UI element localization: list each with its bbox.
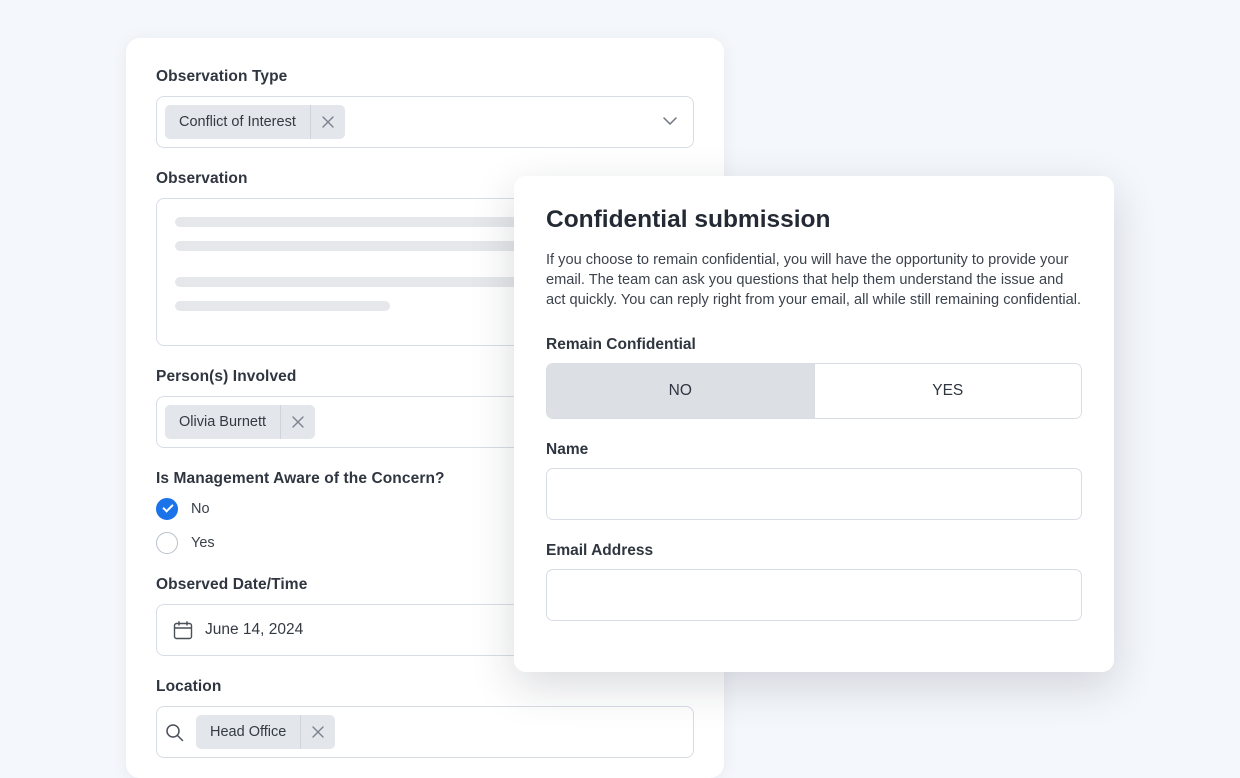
modal-title: Confidential submission (546, 206, 831, 233)
observation-type-token (165, 105, 345, 139)
management-aware-label: Is Management Aware of the Concern? (156, 470, 445, 487)
confidential-submission-modal (514, 176, 1114, 672)
remain-confidential-label: Remain Confidential (546, 336, 696, 353)
location-select[interactable] (156, 706, 694, 758)
toggle-option-no[interactable]: NO (547, 364, 814, 418)
location-field (156, 678, 694, 758)
text-placeholder-line (175, 301, 390, 311)
observed-datetime-value: June 14, 2024 (205, 621, 304, 638)
close-icon[interactable] (280, 405, 315, 439)
chevron-down-icon[interactable] (663, 113, 677, 131)
observation-type-token-label: Conflict of Interest (179, 114, 296, 130)
persons-involved-label: Person(s) Involved (156, 368, 297, 385)
radio-option-yes-label: Yes (191, 535, 215, 551)
person-token (165, 405, 315, 439)
observation-label: Observation (156, 170, 248, 187)
observation-type-field (156, 68, 694, 148)
close-icon[interactable] (310, 105, 345, 139)
observed-datetime-label: Observed Date/Time (156, 576, 308, 593)
observation-type-select[interactable] (156, 96, 694, 148)
location-token (196, 715, 335, 749)
calendar-icon (173, 620, 193, 640)
radio-checked-icon[interactable] (156, 498, 178, 520)
person-token-label: Olivia Burnett (179, 414, 267, 430)
email-label: Email Address (546, 542, 654, 559)
remain-confidential-toggle (546, 363, 1082, 419)
radio-option-no-label: No (191, 501, 210, 517)
observation-type-label: Observation Type (156, 68, 288, 85)
location-token-label: Head Office (210, 724, 287, 740)
name-input[interactable] (546, 468, 1082, 520)
email-input[interactable] (546, 569, 1082, 621)
search-icon (165, 723, 184, 742)
location-label: Location (156, 678, 222, 695)
name-label: Name (546, 441, 589, 458)
modal-description: If you choose to remain confidential, you will have the opportunity to provide your email. The team can ask you questions that help them understand the issue and act quickly. You can reply right from your email, all while still remaining confidential. (546, 252, 1082, 308)
radio-unchecked-icon[interactable] (156, 532, 178, 554)
toggle-option-yes[interactable]: YES (814, 364, 1082, 418)
close-icon[interactable] (300, 715, 335, 749)
